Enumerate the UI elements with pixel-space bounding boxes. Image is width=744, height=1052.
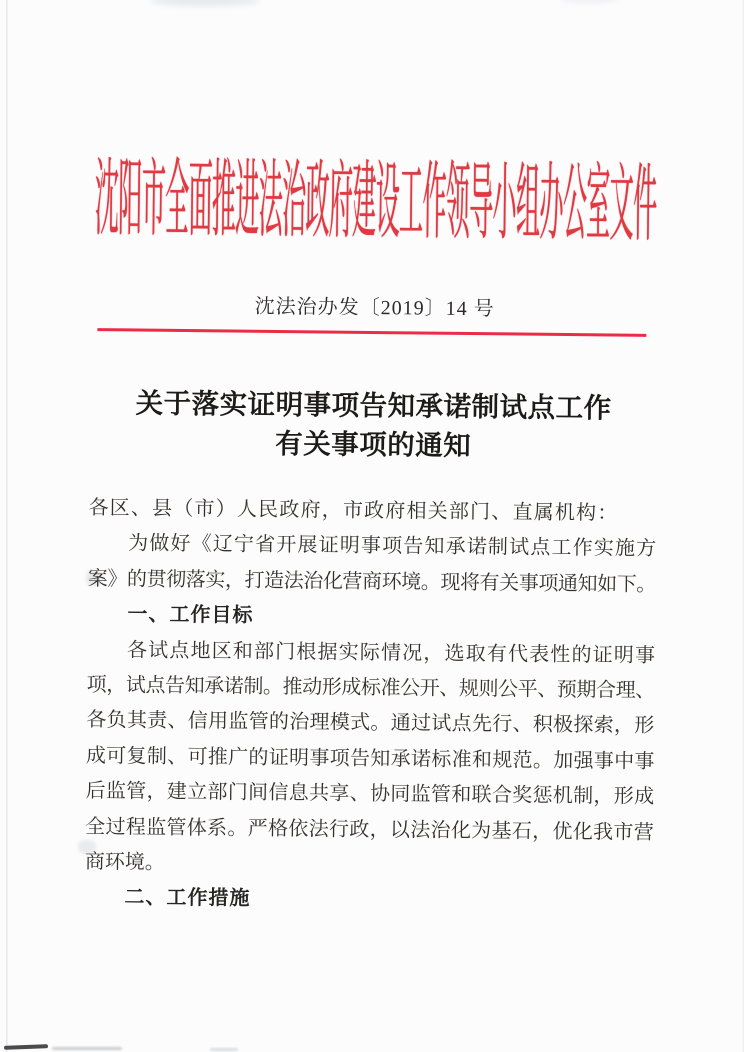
document-title-line1: 关于落实证明事项告知承诺制试点工作 xyxy=(135,387,612,424)
letterhead-org-name: 沈阳市全面推进法治政府建设工作领导小组办公室文件 xyxy=(94,156,657,255)
document-title xyxy=(1,382,744,468)
red-divider-rule xyxy=(97,328,646,337)
body-line: 全过程监管体系。严格依法行政，以法治化为基石，优化我市营 xyxy=(85,815,654,844)
body-line: 案》的贯彻落实，打造法治化营商环境。现将有关事项通知如下。 xyxy=(87,567,656,596)
body-line: 商环境。 xyxy=(84,851,165,874)
body-lines xyxy=(84,491,656,922)
document-title-line2: 有关事项的通知 xyxy=(275,427,472,462)
body-line: 各试点地区和部门根据实际情况，选取有代表性的证明事 xyxy=(126,639,656,667)
body-line: 项，试点告知承诺制。推动形成标准公开、规则公平、预期合理、 xyxy=(86,674,655,702)
body-line: 各区、县（市）人民政府，市政府相关部门、直属机构： xyxy=(88,497,619,525)
body-line: 成可复制、可推广的证明事项告知承诺标准和规范。加强事中事 xyxy=(85,744,655,773)
section-heading: 一、工作目标 xyxy=(127,603,254,627)
body-line: 各负其责、信用监管的治理模式。通过试点先行、积极探索，形 xyxy=(86,709,655,738)
section-heading: 二、工作措施 xyxy=(124,886,251,911)
document-number: 沈法治办发〔2019〕14 号 xyxy=(254,295,495,321)
body-line: 为做好《辽宁省开展证明事项告知承诺制试点工作实施方 xyxy=(128,532,657,561)
body-line: 后监管，建立部门间信息共享、协同监管和联合奖惩机制，形成 xyxy=(85,780,654,809)
